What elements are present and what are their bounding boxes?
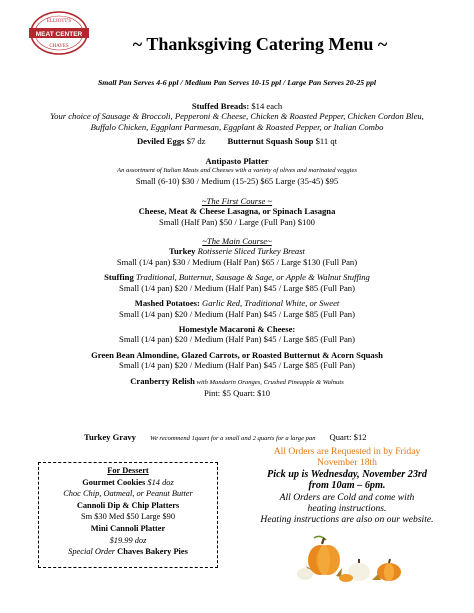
gravy-price: Quart: $12 (329, 432, 367, 442)
cookies-desc: Choc Chip, Oatmeal, or Peanut Butter (63, 489, 193, 499)
meat-center-logo (28, 10, 90, 56)
pickup-hours: from 10am – 6pm. (308, 480, 386, 492)
stuffing-prices: Small (1/4 pan) $20 / Medium (Half Pan) $45 / Large $85 (Full Pan) (119, 282, 355, 293)
greenbean-prices: Small (1/4 pan) $20 / Medium (Half Pan) $45 / Large $85 (Full Pan) (119, 360, 355, 371)
turkey-title (10, 246, 464, 256)
lasagna-prices: Small (Half Pan) $50 / Large (Full Pan) $100 (159, 216, 315, 227)
order-info (230, 446, 464, 526)
first-course-heading: ~The First Course ~ (201, 195, 273, 206)
orders-cold-line-1: All Orders are Cold and come with (279, 491, 415, 503)
macaroni-prices: Small (1/4 pan) $20 / Medium (Half Pan) $45 / Large $85 (Full Pan) (119, 334, 355, 345)
dessert-heading: For Dessert (107, 466, 149, 475)
pumpkins-illustration (292, 530, 404, 582)
stuffing-title (10, 272, 464, 282)
special-order-line (39, 546, 217, 558)
heating-instructions-note: Heating instructions are also on our website. (260, 514, 434, 526)
cranberry-name: Cranberry Relish (130, 375, 195, 386)
potatoes-name: Mashed Potatoes: (134, 298, 200, 309)
soup-price: $11 qt (313, 136, 338, 147)
cannoli-dip-prices: Sm $30 Med $50 Large $90 (80, 512, 176, 522)
turkey-prices: Small (1/4 pan) $30 / Medium (Half Pan) $65 / Large $130 (Full Pan) (116, 256, 358, 267)
cranberry-desc: with Mandarin Oranges, Crushed Pineapple & Walnuts (194, 378, 344, 386)
logo-text-banner: MEAT CENTER (35, 30, 83, 38)
cookies-name: Gourmet Cookies (82, 477, 146, 487)
cannoli-dip-name: Cannoli Dip & Chip Platters (76, 500, 180, 510)
stuffing-desc: Traditional, Butternut, Sausage & Sage, or Apple & Walnut Stuffing (133, 272, 370, 283)
greenbean-name: Green Bean Almondine, Glazed Carrots, or Roasted Butternut & Acorn Squash (91, 349, 383, 360)
eggs-soup-row (10, 136, 464, 146)
lasagna-name: Cheese, Meat & Cheese Lasagna, or Spinach Lasagna (138, 206, 336, 217)
macaroni-name: Homestyle Macaroni & Cheese: (178, 323, 296, 334)
order-deadline-line-2: November 18th (317, 457, 377, 469)
potatoes-title (10, 298, 464, 308)
cookies-title (39, 477, 217, 489)
potatoes-prices: Small (1/4 pan) $20 / Medium (Half Pan) $45 / Large $85 (Full Pan) (119, 308, 355, 319)
gravy-name: Turkey Gravy (84, 432, 136, 442)
stuffed-breads-desc-1: Your choice of Sausage & Broccoli, Pepperoni & Cheese, Chicken & Roasted Pepper, Chicken Cordon Bleu, (50, 111, 424, 122)
logo-text-bottom: CHAVES (49, 44, 69, 49)
stuffed-breads-desc-2: Buffalo Chicken, Eggplant Parmesan, Eggplant & Roasted Pepper, or Italian Combo (90, 121, 384, 132)
dessert-box (38, 462, 218, 568)
stuffing-name: Stuffing (104, 272, 134, 283)
main-course-heading: ~The Main Course~ (202, 236, 272, 247)
antipasto-desc: An assortment of Italian Meats and Cheeses with a variety of olives and marinated veggies (117, 167, 357, 175)
turkey-desc: Rotisserie Sliced Turkey Breast (195, 246, 305, 257)
mini-cannoli-name: Mini Cannoli Platter (90, 523, 166, 533)
stuffed-breads-price: $14 each (249, 101, 283, 111)
mini-cannoli-price: $19.99 doz (109, 535, 147, 545)
logo-text-top: ELLIOTT'S (46, 19, 72, 24)
deviled-eggs-price: $7 dz (184, 136, 206, 147)
orders-cold-line-2: heating instructions. (307, 503, 387, 515)
menu-list (10, 101, 464, 398)
gravy-desc: We recommend 1quart for a small and 2 quarts for a large pan (149, 435, 316, 442)
cranberry-title (10, 376, 464, 388)
antipasto-name: Antipasto Platter (205, 155, 269, 166)
turkey-name: Turkey (169, 246, 196, 257)
special-order-prefix: Special Order (68, 547, 116, 557)
antipasto-prices: Small (6-10) $30 / Medium (15-25) $65 Large (35-45) $95 (135, 176, 339, 187)
cranberry-prices: Pint: $5 Quart: $10 (203, 387, 271, 398)
pickup-date: Pick up is Wednesday, November 23rd (267, 468, 427, 480)
special-order-pies: Chaves Bakery Pies (115, 547, 188, 557)
stuffed-breads-name: Stuffed Breads: (191, 101, 250, 111)
cookies-price: $14 doz (145, 477, 174, 487)
page-title: ~ Thanksgiving Catering Menu ~ (132, 34, 388, 54)
potatoes-desc: Garlic Red, Traditional White, or Sweet (199, 298, 340, 309)
deviled-eggs-name: Deviled Eggs (136, 136, 185, 147)
serving-sizes: Small Pan Serves 4-6 ppl / Medium Pan Serves 10-15 ppl / Large Pan Serves 20-25 ppl (97, 78, 377, 87)
soup-name: Butternut Squash Soup (227, 136, 314, 147)
order-deadline-line-1: All Orders are Requested in by Friday (273, 446, 421, 457)
stuffed-breads-title (10, 101, 464, 111)
turkey-gravy-row (84, 432, 367, 442)
